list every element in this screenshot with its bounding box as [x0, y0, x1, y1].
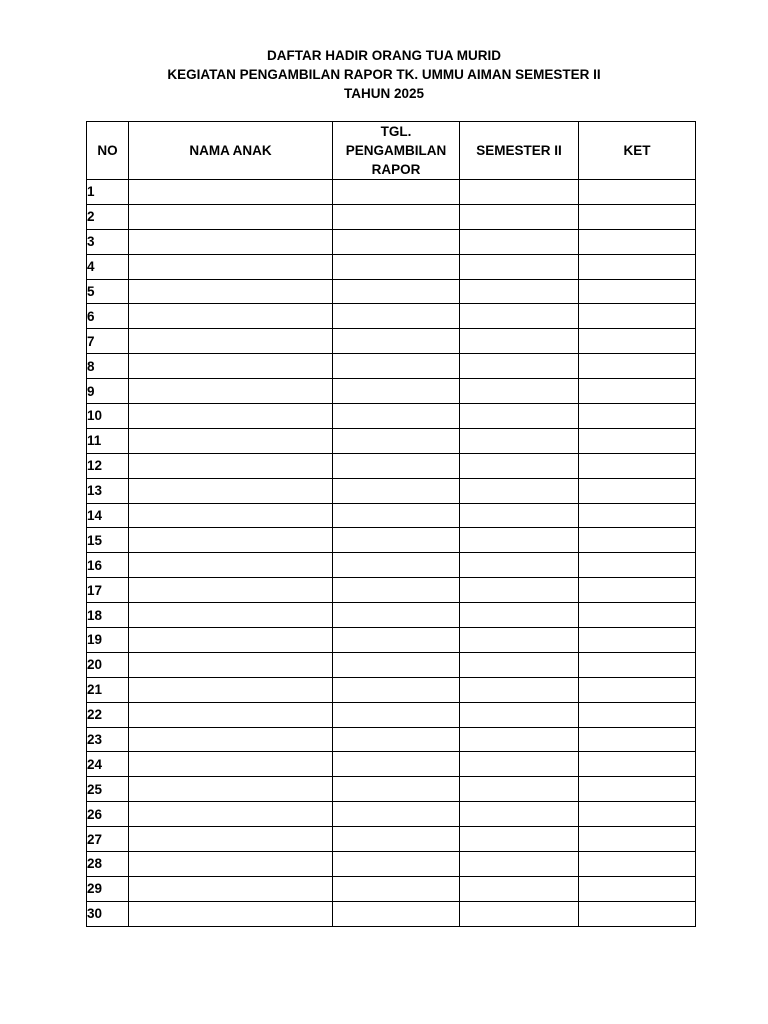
- row-number: 4: [87, 254, 129, 279]
- table-row: [87, 229, 696, 254]
- row-number: 8: [87, 354, 129, 379]
- table-row: [87, 876, 696, 901]
- header-ket: KET: [579, 122, 696, 180]
- row-number: 30: [87, 901, 129, 926]
- ket-cell[interactable]: [579, 901, 696, 926]
- tgl-pengambilan-cell[interactable]: [333, 204, 460, 229]
- table-row: [87, 578, 696, 603]
- semester-cell[interactable]: [460, 478, 579, 503]
- header-tgl-line-2: PENGAMBILAN: [345, 143, 447, 158]
- table-row: [87, 677, 696, 702]
- row-number: 21: [87, 677, 129, 702]
- title-line-3: TAHUN 2025: [343, 86, 425, 101]
- tgl-pengambilan-cell[interactable]: [333, 354, 460, 379]
- ket-cell[interactable]: [579, 204, 696, 229]
- tgl-pengambilan-cell[interactable]: [333, 329, 460, 354]
- nama-anak-cell[interactable]: [129, 478, 333, 503]
- table-row: [87, 254, 696, 279]
- header-row: [87, 122, 696, 180]
- row-number: 22: [87, 702, 129, 727]
- nama-anak-cell[interactable]: [129, 503, 333, 528]
- nama-anak-cell[interactable]: [129, 802, 333, 827]
- ket-cell[interactable]: [579, 652, 696, 677]
- ket-cell[interactable]: [579, 727, 696, 752]
- nama-anak-cell[interactable]: [129, 752, 333, 777]
- tgl-pengambilan-cell[interactable]: [333, 304, 460, 329]
- tgl-pengambilan-cell[interactable]: [333, 478, 460, 503]
- tgl-pengambilan-cell[interactable]: [333, 628, 460, 653]
- tgl-pengambilan-cell[interactable]: [333, 827, 460, 852]
- tgl-pengambilan-cell[interactable]: [333, 901, 460, 926]
- tgl-pengambilan-cell[interactable]: [333, 254, 460, 279]
- semester-cell[interactable]: [460, 404, 579, 429]
- row-number: 28: [87, 852, 129, 877]
- table-row: [87, 553, 696, 578]
- table-row: [87, 379, 696, 404]
- ket-cell[interactable]: [579, 852, 696, 877]
- nama-anak-cell[interactable]: [129, 677, 333, 702]
- nama-anak-cell[interactable]: [129, 229, 333, 254]
- semester-cell[interactable]: [460, 279, 579, 304]
- title-line-2: KEGIATAN PENGAMBILAN RAPOR TK. UMMU AIMAN SEMESTER II: [167, 67, 601, 82]
- ket-cell[interactable]: [579, 876, 696, 901]
- table-row: [87, 702, 696, 727]
- tgl-pengambilan-cell[interactable]: [333, 677, 460, 702]
- row-number: 1: [87, 180, 129, 205]
- row-number: 5: [87, 279, 129, 304]
- semester-cell[interactable]: [460, 677, 579, 702]
- ket-cell[interactable]: [579, 428, 696, 453]
- ket-cell[interactable]: [579, 279, 696, 304]
- row-number: 13: [87, 478, 129, 503]
- table-row: [87, 279, 696, 304]
- row-number: 27: [87, 827, 129, 852]
- nama-anak-cell[interactable]: [129, 777, 333, 802]
- row-number: 2: [87, 204, 129, 229]
- ket-cell[interactable]: [579, 628, 696, 653]
- semester-cell[interactable]: [460, 204, 579, 229]
- row-number: 3: [87, 229, 129, 254]
- ket-cell[interactable]: [579, 478, 696, 503]
- header-semester: SEMESTER II: [460, 122, 579, 180]
- nama-anak-cell[interactable]: [129, 528, 333, 553]
- nama-anak-cell[interactable]: [129, 652, 333, 677]
- semester-cell[interactable]: [460, 802, 579, 827]
- nama-anak-cell[interactable]: [129, 603, 333, 628]
- tgl-pengambilan-cell[interactable]: [333, 229, 460, 254]
- nama-anak-cell[interactable]: [129, 329, 333, 354]
- tgl-pengambilan-cell[interactable]: [333, 503, 460, 528]
- tgl-pengambilan-cell[interactable]: [333, 652, 460, 677]
- title-line-1: DAFTAR HADIR ORANG TUA MURID: [267, 48, 501, 63]
- table-row: [87, 528, 696, 553]
- header-tgl-pengambilan-rapor: [333, 122, 460, 180]
- ket-cell[interactable]: [579, 453, 696, 478]
- semester-cell[interactable]: [460, 603, 579, 628]
- ket-cell[interactable]: [579, 229, 696, 254]
- row-number: 15: [87, 528, 129, 553]
- table-row: [87, 503, 696, 528]
- table-body: [87, 180, 696, 927]
- nama-anak-cell[interactable]: [129, 553, 333, 578]
- table-row: [87, 752, 696, 777]
- nama-anak-cell[interactable]: [129, 404, 333, 429]
- table-row: [87, 404, 696, 429]
- ket-cell[interactable]: [579, 603, 696, 628]
- nama-anak-cell[interactable]: [129, 901, 333, 926]
- table-row: [87, 802, 696, 827]
- nama-anak-cell[interactable]: [129, 578, 333, 603]
- semester-cell[interactable]: [460, 379, 579, 404]
- header-no: NO: [87, 122, 129, 180]
- ket-cell[interactable]: [579, 304, 696, 329]
- tgl-pengambilan-cell[interactable]: [333, 379, 460, 404]
- semester-cell[interactable]: [460, 553, 579, 578]
- row-number: 11: [87, 428, 129, 453]
- table-row: [87, 329, 696, 354]
- ket-cell[interactable]: [579, 777, 696, 802]
- table-row: [87, 827, 696, 852]
- row-number: 24: [87, 752, 129, 777]
- semester-cell[interactable]: [460, 876, 579, 901]
- table-row: [87, 428, 696, 453]
- nama-anak-cell[interactable]: [129, 453, 333, 478]
- nama-anak-cell[interactable]: [129, 876, 333, 901]
- table-row: [87, 453, 696, 478]
- ket-cell[interactable]: [579, 503, 696, 528]
- tgl-pengambilan-cell[interactable]: [333, 180, 460, 205]
- tgl-pengambilan-cell[interactable]: [333, 876, 460, 901]
- nama-anak-cell[interactable]: [129, 727, 333, 752]
- ket-cell[interactable]: [579, 354, 696, 379]
- table-row: [87, 777, 696, 802]
- tgl-pengambilan-cell[interactable]: [333, 578, 460, 603]
- header-tgl-line-3: RAPOR: [371, 162, 421, 177]
- semester-cell[interactable]: [460, 354, 579, 379]
- header-nama-anak: NAMA ANAK: [129, 122, 333, 180]
- tgl-pengambilan-cell[interactable]: [333, 279, 460, 304]
- semester-cell[interactable]: [460, 652, 579, 677]
- semester-cell[interactable]: [460, 727, 579, 752]
- row-number: 17: [87, 578, 129, 603]
- semester-cell[interactable]: [460, 503, 579, 528]
- tgl-pengambilan-cell[interactable]: [333, 603, 460, 628]
- nama-anak-cell[interactable]: [129, 354, 333, 379]
- nama-anak-cell[interactable]: [129, 702, 333, 727]
- nama-anak-cell[interactable]: [129, 180, 333, 205]
- semester-cell[interactable]: [460, 901, 579, 926]
- semester-cell[interactable]: [460, 453, 579, 478]
- row-number: 26: [87, 802, 129, 827]
- tgl-pengambilan-cell[interactable]: [333, 802, 460, 827]
- table-row: [87, 901, 696, 926]
- row-number: 14: [87, 503, 129, 528]
- table-row: [87, 304, 696, 329]
- ket-cell[interactable]: [579, 404, 696, 429]
- row-number: 19: [87, 628, 129, 653]
- attendance-table: [86, 121, 696, 927]
- row-number: 25: [87, 777, 129, 802]
- row-number: 6: [87, 304, 129, 329]
- row-number: 23: [87, 727, 129, 752]
- semester-cell[interactable]: [460, 702, 579, 727]
- nama-anak-cell[interactable]: [129, 254, 333, 279]
- nama-anak-cell[interactable]: [129, 379, 333, 404]
- row-number: 7: [87, 329, 129, 354]
- table-row: [87, 603, 696, 628]
- tgl-pengambilan-cell[interactable]: [333, 777, 460, 802]
- tgl-pengambilan-cell[interactable]: [333, 752, 460, 777]
- ket-cell[interactable]: [579, 752, 696, 777]
- tgl-pengambilan-cell[interactable]: [333, 553, 460, 578]
- semester-cell[interactable]: [460, 528, 579, 553]
- nama-anak-cell[interactable]: [129, 428, 333, 453]
- semester-cell[interactable]: [460, 777, 579, 802]
- semester-cell[interactable]: [460, 827, 579, 852]
- ket-cell[interactable]: [579, 528, 696, 553]
- table-row: [87, 727, 696, 752]
- semester-cell[interactable]: [460, 254, 579, 279]
- ket-cell[interactable]: [579, 677, 696, 702]
- tgl-pengambilan-cell[interactable]: [333, 852, 460, 877]
- nama-anak-cell[interactable]: [129, 279, 333, 304]
- ket-cell[interactable]: [579, 578, 696, 603]
- nama-anak-cell[interactable]: [129, 204, 333, 229]
- semester-cell[interactable]: [460, 304, 579, 329]
- nama-anak-cell[interactable]: [129, 304, 333, 329]
- semester-cell[interactable]: [460, 752, 579, 777]
- semester-cell[interactable]: [460, 180, 579, 205]
- table-row: [87, 478, 696, 503]
- semester-cell[interactable]: [460, 628, 579, 653]
- ket-cell[interactable]: [579, 802, 696, 827]
- nama-anak-cell[interactable]: [129, 628, 333, 653]
- ket-cell[interactable]: [579, 180, 696, 205]
- table-row: [87, 354, 696, 379]
- tgl-pengambilan-cell[interactable]: [333, 428, 460, 453]
- tgl-pengambilan-cell[interactable]: [333, 453, 460, 478]
- nama-anak-cell[interactable]: [129, 852, 333, 877]
- semester-cell[interactable]: [460, 852, 579, 877]
- row-number: 12: [87, 453, 129, 478]
- row-number: 18: [87, 603, 129, 628]
- ket-cell[interactable]: [579, 553, 696, 578]
- tgl-pengambilan-cell[interactable]: [333, 727, 460, 752]
- semester-cell[interactable]: [460, 428, 579, 453]
- tgl-pengambilan-cell[interactable]: [333, 404, 460, 429]
- document-title: [0, 46, 768, 103]
- table-row: [87, 180, 696, 205]
- semester-cell[interactable]: [460, 329, 579, 354]
- row-number: 29: [87, 876, 129, 901]
- table-row: [87, 652, 696, 677]
- ket-cell[interactable]: [579, 379, 696, 404]
- semester-cell[interactable]: [460, 229, 579, 254]
- tgl-pengambilan-cell[interactable]: [333, 702, 460, 727]
- header-tgl-line-1: TGL.: [380, 124, 412, 139]
- row-number: 20: [87, 652, 129, 677]
- tgl-pengambilan-cell[interactable]: [333, 528, 460, 553]
- row-number: 16: [87, 553, 129, 578]
- ket-cell[interactable]: [579, 702, 696, 727]
- row-number: 9: [87, 379, 129, 404]
- row-number: 10: [87, 404, 129, 429]
- table-row: [87, 628, 696, 653]
- nama-anak-cell[interactable]: [129, 827, 333, 852]
- ket-cell[interactable]: [579, 254, 696, 279]
- ket-cell[interactable]: [579, 329, 696, 354]
- ket-cell[interactable]: [579, 827, 696, 852]
- table-row: [87, 204, 696, 229]
- semester-cell[interactable]: [460, 578, 579, 603]
- table-row: [87, 852, 696, 877]
